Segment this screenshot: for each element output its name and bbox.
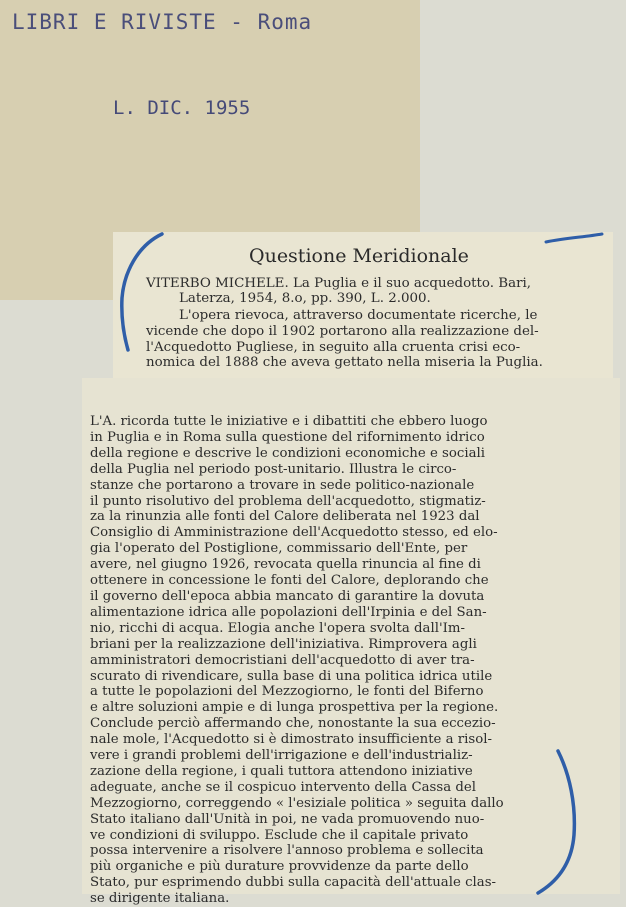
- text-line: L'A. ricorda tutte le iniziative e i dibattiti che ebbero luogo: [90, 414, 488, 429]
- text-line: avere, nel giugno 1926, revocata quella rinuncia al fine di: [90, 557, 481, 573]
- text-line: scurato di rivendicare, sulla base di una politica idrica utile: [90, 668, 493, 684]
- text-line: e altre soluzioni ampie e di lunga prospettiva per la regione.: [90, 700, 499, 716]
- text-line: Mezzogiorno, correggendo « l'esiziale politica » seguita dallo: [90, 795, 504, 811]
- blue-bracket-mark-top: [112, 228, 172, 358]
- text-line: Consiglio di Amministrazione dell'Acquedotto stesso, ed elo-: [90, 525, 498, 541]
- text-line: Stato, pur esprimendo dubbi sulla capacità dell'attuale clas-: [90, 875, 497, 891]
- text-line: della regione e descrive le condizioni economiche e sociali: [90, 445, 486, 461]
- text-line: a tutte le popolazioni del Mezzogiorno, le fonti del Biferno: [90, 684, 484, 700]
- text-line: adeguate, anche se il cospicuo intervento della Cassa del: [90, 779, 476, 795]
- text-line: della Puglia nel periodo post-unitario. Illustra le circo-: [90, 461, 457, 477]
- text-line: alimentazione idrica alle popolazioni dell'Irpinia e del San-: [90, 604, 487, 620]
- text-line: Stato italiano dall'Unità in poi, ne vada promuovendo nuo-: [90, 811, 485, 827]
- text-line: za la rinunzia alle fonti del Calore deliberata nel 1923 dal: [90, 509, 480, 525]
- text-line: vicende che dopo il 1902 portarono alla realizzazione del-: [146, 324, 539, 339]
- body-text: [90, 414, 504, 907]
- date-stamp: L. DIC. 1955: [113, 97, 251, 119]
- text-line: l'Acquedotto Pugliese, in seguito alla cruenta crisi eco-: [146, 340, 521, 355]
- bibliography-line: VITERBO MICHELE. La Puglia e il suo acquedotto. Bari,: [146, 276, 532, 291]
- text-line: stanze che portarono a trovare in sede politico-nazionale: [90, 477, 475, 493]
- blue-dash-mark: [540, 228, 610, 250]
- text-line: ve condizioni di sviluppo. Esclude che il capitale privato: [90, 827, 469, 843]
- text-line: gia l'operato del Postiglione, commissario dell'Ente, per: [90, 541, 468, 557]
- text-line: in Puglia e in Roma sulla questione del rifornimento idrico: [90, 429, 485, 445]
- bibliography-line: Laterza, 1954, 8.o, pp. 390, L. 2.000.: [179, 291, 431, 306]
- text-line: briani per la realizzazione dell'iniziativa. Rimprovera agli: [90, 636, 477, 652]
- text-line: nale mole, l'Acquedotto si è dimostrato insufficiente a risol-: [90, 732, 492, 748]
- text-line: nio, ricchi di acqua. Elogia anche l'opera svolta dall'Im-: [90, 620, 465, 636]
- text-line: nomica del 1888 che aveva gettato nella miseria la Puglia.: [146, 355, 543, 370]
- section-title: Questione Meridionale: [249, 245, 469, 267]
- agency-stamp: LIBRI E RIVISTE - Roma: [12, 10, 313, 34]
- text-line: possa intervenire a risolvere l'annoso problema e sollecita: [90, 843, 484, 859]
- text-line: vere i grandi problemi dell'irrigazione e dell'industrializ-: [90, 748, 473, 764]
- blue-bracket-mark-bottom: [530, 745, 590, 900]
- text-line: se dirigente italiana.: [90, 891, 230, 907]
- clipping-review-header: [113, 232, 613, 380]
- text-line: zazione della regione, i quali tuttora attendono iniziative: [90, 763, 473, 779]
- text-line: amministratori democristiani dell'acquedotto di aver tra-: [90, 652, 475, 668]
- text-line: ottenere in concessione le fonti del Calore, deplorando che: [90, 573, 489, 589]
- text-line: L'opera rievoca, attraverso documentate ricerche, le: [179, 308, 538, 323]
- text-line: il punto risolutivo del problema dell'acquedotto, stigmatiz-: [90, 493, 486, 509]
- text-line: più organiche e più durature provvidenze da parte dello: [90, 859, 469, 875]
- text-line: Conclude perciò affermando che, nonostante la sua eccezio-: [90, 716, 496, 732]
- text-line: il governo dell'epoca abbia mancato di garantire la dovuta: [90, 588, 485, 604]
